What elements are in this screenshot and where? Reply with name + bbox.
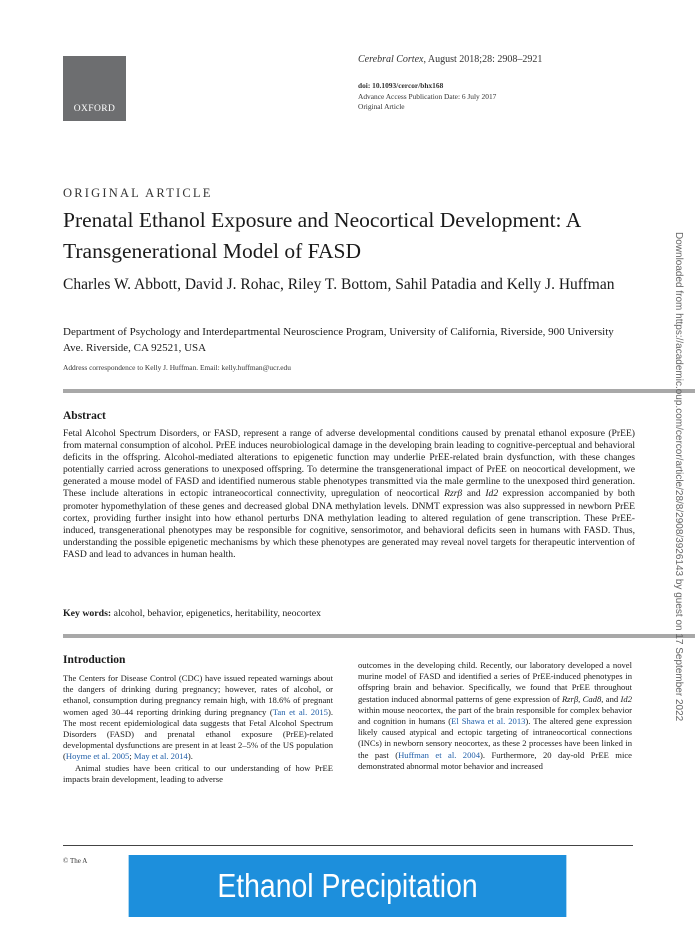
gene-name-rzrb: Rzrβ — [444, 488, 463, 500]
keywords — [63, 608, 321, 619]
footer-rule — [63, 845, 633, 846]
citation-separator: ; — [129, 751, 134, 762]
author-list: Charles W. Abbott, David J. Rohac, Riley T. Bottom, Sahil Patadia and Kelly J. Huffman — [63, 276, 615, 293]
intro-paragraph-2: Animal studies have been critical to our understanding of how PrEE impacts brain development, leading to adverse — [63, 762, 333, 784]
introduction-heading: Introduction — [63, 654, 126, 666]
citation-link[interactable]: Huffman et al. 2004 — [398, 749, 480, 760]
abstract-part-1: Fetal Alcohol Spectrum Disorders, or FASD, represent a range of adverse developmental conditions caused by prenatal ethanol exposure (PrEE) from maternal consumption of alcohol. PrEE induces neurobiological damage in the developing brain leading to cognitive-perceptual and behavioral deficits in the offspring. Alcohol-mediated alterations to epigenetic function may underlie PrEE-related brain dysfunction, with these changes potentially carried across generations to unexposed offspring. To determine the transgenerational impact of PrEE on neocortical development, we generated a mouse model of FASD and identified numerous stable phenotypes transmitted via the male germline to the unexposed third generation. These include alterations in ectopic intraneocortical connectivity, upregulation of neocortical — [63, 428, 635, 500]
banner-text: Ethanol Precipitation — [217, 867, 478, 904]
doi-block — [358, 81, 496, 113]
article-kind: Original Article — [358, 102, 405, 111]
intro-text: ). Furthermore, 20 day-old PrEE mice demonstrated abnormal motor behavior and increased — [358, 749, 632, 771]
journal-issue: , August 2018;28: 2908–2921 — [423, 54, 543, 65]
download-watermark: Downloaded from https://academic.oup.com/cercor/article/28/8/2908/3926143 by guest on 17 September 2022 — [673, 232, 684, 722]
advance-access-date: Advance Access Publication Date: 6 July 2017 — [358, 91, 497, 101]
affiliation: Department of Psychology and Interdepartmental Neuroscience Program, University of California, Riverside, 900 University Ave. Riverside, CA 92521, USA — [63, 326, 614, 354]
copyright-text: © The A — [63, 857, 88, 865]
ethanol-precipitation-banner — [129, 855, 567, 917]
intro-text: ). The altered gene expression likely caused atypical and ectopic targeting of intraneocortical connections (INCs) in newborn sensory neocortex, as these 2 processes have been linked in the past ( — [358, 716, 632, 760]
intro-paragraph-1 — [63, 673, 333, 763]
citation-link[interactable]: El Shawa et al. 2013 — [451, 716, 526, 727]
intro-text: The Centers for Disease Control (CDC) have issued repeated warnings about the dangers of drinking during pregnancy; however, rates of alcohol, or ethanol, consumption during pregnancy remain high, with 18.6% of pregnant women aged 30–44 reporting drinking during pregnancy ( — [63, 673, 333, 717]
journal-name: Cerebral Cortex — [358, 54, 424, 65]
gene-name: Rzrβ — [561, 693, 579, 704]
keywords-list: alcohol, behavior, epigenetics, heritability, neocortex — [111, 608, 321, 619]
abstract-text — [63, 428, 635, 561]
intro-text: outcomes in the developing child. Recently, our laboratory developed a novel murine model of FASD and identified a series of PrEE-induced phenotypes in offspring brain and behavior. Specifically, we found that PrEE throughout gestation induced abnormal patterns of gene expression of — [358, 660, 632, 704]
citation-link[interactable]: Hoyme et al. 2005 — [65, 751, 130, 762]
doi-link[interactable]: doi: 10.1093/cercor/bhx168 — [358, 81, 444, 90]
article-type-label: ORIGINAL ARTICLE — [63, 186, 213, 200]
gene-name: Id2 — [620, 693, 632, 704]
section-divider-bottom — [63, 634, 695, 638]
section-divider-top — [63, 389, 695, 393]
intro-right-column — [358, 660, 632, 772]
gene-name-id2: Id2 — [485, 488, 499, 500]
intro-left-column — [63, 673, 333, 785]
correspondence-line: Address correspondence to Kelly J. Huffman. Email: kelly.huffman@ucr.edu — [63, 363, 291, 372]
journal-citation — [358, 54, 542, 65]
gene-name: Cad8 — [582, 693, 602, 704]
citation-link[interactable]: Tan et al. 2015 — [272, 706, 328, 717]
citation-link[interactable]: May et al. 2014 — [133, 751, 188, 762]
keywords-label: Key words: — [63, 608, 112, 619]
logo-text: OXFORD — [73, 104, 116, 114]
abstract-part-2: expression accompanied by both promoter hypomethylation of these genes and decreased global DNA methylation levels. DNMT expression was also suppressed in newborn PrEE cortex, providing further insight into how ethanol perturbs DNA methylation leading to altered regulation of gene transcription. These PrEE-induced, transgenerational phenotypes may be responsible for cognitive, sensorimotor, and behavioral deficits seen in humans with FASD. Thus, understanding the possible epigenetic mechanisms by which these phenotypes are generated may reveal novel targets for therapeutic intervention of FASD and lead to advances in human health. — [63, 488, 635, 560]
article-title: Prenatal Ethanol Exposure and Neocortical Development: A Transgenerational Model of FASD — [63, 208, 581, 263]
abstract-heading: Abstract — [63, 410, 106, 422]
intro-text: ). — [187, 751, 193, 762]
abstract-conjunction: and — [462, 488, 486, 500]
intro-text: ). The most recent epidemiological data suggests that Fetal Alcohol Spectrum Disorders (FASD) and prenatal ethanol exposure (PrEE)-related developmental dysfunctions are present in at least 2–5% of the US population ( — [63, 706, 333, 762]
intro-paragraph-3 — [358, 660, 632, 772]
oxford-logo — [63, 56, 126, 121]
gene-separator: , and — [601, 693, 621, 704]
gene-separator: , — [578, 693, 583, 704]
intro-text: within mouse neocortex, the part of the brain responsible for complex behavior and cognition in humans ( — [358, 704, 632, 727]
